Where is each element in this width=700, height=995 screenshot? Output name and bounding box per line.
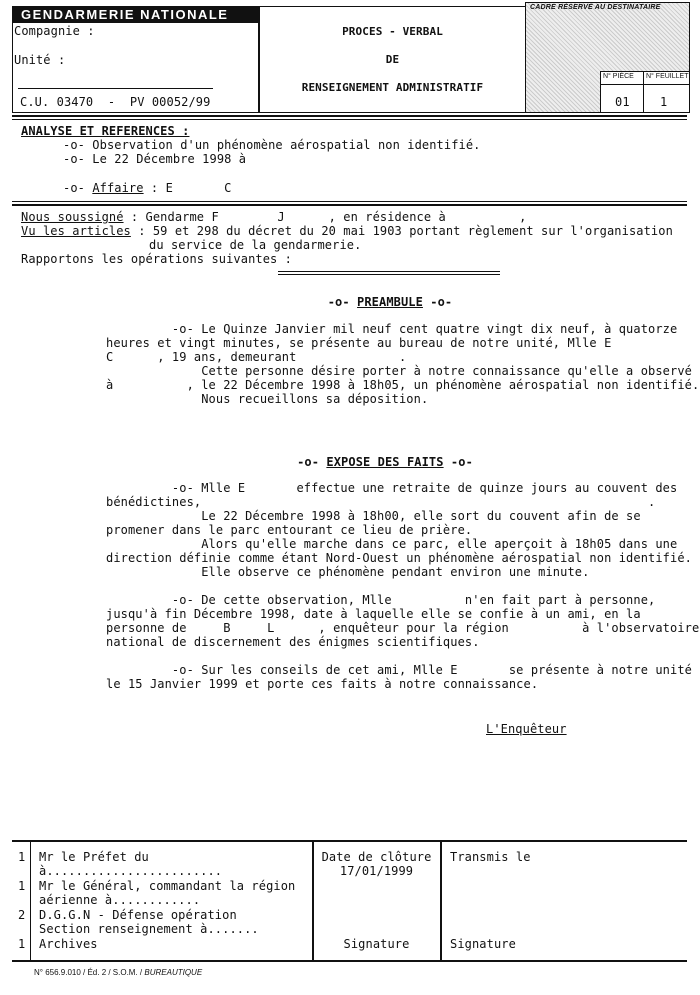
preambule-line-5: à , le 22 Décembre 1998 à 18h05, un phénomène aérospatial non identifié. — [106, 378, 700, 392]
footer-row-1: Mr le Préfet du — [39, 850, 149, 864]
cu-pv-number: C.U. 03470 - PV 00052/99 — [20, 95, 211, 109]
footer-num-5: 2 — [18, 908, 26, 922]
cadre-label: CADRE RÉSERVÉ AU DESTINATAIRE — [530, 4, 661, 11]
pv-title-1: PROCES - VERBAL — [342, 25, 443, 38]
form-ref-main: N° 656.9.010 / Éd. 2 / S.O.M. / — [34, 968, 143, 977]
nous-soussigne — [21, 210, 526, 224]
unite-label: Unité : — [14, 53, 66, 67]
expose-line-14: -o- Sur les conseils de cet ami, Mlle E se présente à notre unité — [106, 663, 692, 677]
expose-line-9: -o- De cette observation, Mlle n'en fait part à personne, — [106, 593, 656, 607]
piece-number: 01 — [615, 95, 630, 109]
analyse-line-1: -o- Observation d'un phénomène aérospatial non identifié. — [63, 138, 481, 152]
compagnie-label: Compagnie : — [14, 24, 95, 38]
expose-line-11: personne de B L , enquêteur pour la région à l'observatoire — [106, 621, 700, 635]
vu-label: Vu les articles — [21, 224, 131, 238]
expose-line-7: Elle observe ce phénomène pendant environ une minute. — [106, 565, 590, 579]
footer-row-6: Section renseignement à....... — [39, 922, 259, 936]
footer-num-3: 1 — [18, 879, 26, 893]
preambule-line-2: heures et vingt minutes, se présente au bureau de notre unité, Mlle E — [106, 336, 612, 350]
footer-num-7: 1 — [18, 937, 26, 951]
preambule-line-3: C , 19 ans, demeurant . — [106, 350, 407, 364]
expose-line-2: bénédictines, . — [106, 495, 656, 509]
preambule-line-6: Nous recueillons sa déposition. — [106, 392, 429, 406]
cloture-date: 17/01/1999 — [339, 864, 414, 878]
affaire-value: : E C — [143, 181, 232, 195]
pv-title-3: RENSEIGNEMENT ADMINISTRATIF — [301, 81, 484, 94]
expose-line-12: national de discernement des énigmes scientifiques. — [106, 635, 480, 649]
nous-label: Nous soussigné — [21, 210, 124, 224]
expose-line-10: jusqu'à fin Décembre 1998, date à laquelle elle se confie à un ami, en la — [106, 607, 641, 621]
analyse-heading: ANALYSE ET REFERENCES : — [21, 124, 190, 138]
footer-num-1: 1 — [18, 850, 26, 864]
affaire-prefix: -o- — [63, 181, 93, 195]
preambule-title: PREAMBULE — [357, 295, 423, 309]
enqueteur-signature: L'Enquêteur — [486, 722, 567, 736]
affaire-line — [63, 181, 232, 195]
footer-row-2: à........................ — [39, 864, 223, 878]
cloture-label: Date de clôture — [321, 850, 432, 864]
signature-1: Signature — [343, 937, 410, 951]
affaire-label: Affaire — [92, 181, 144, 195]
analyse-line-2: -o- Le 22 Décembre 1998 à — [63, 152, 247, 166]
footer-row-5: D.G.G.N - Défense opération — [39, 908, 237, 922]
nous-text: : Gendarme F J , en résidence à , — [123, 210, 527, 224]
expose-heading — [0, 455, 700, 469]
transmis-le: Transmis le — [450, 850, 531, 864]
expose-suffix: -o- — [443, 455, 473, 469]
preambule-line-4: Cette personne désire porter à notre connaissance qu'elle a observé — [106, 364, 692, 378]
feuillet-number: 1 — [660, 95, 668, 109]
expose-line-5: Alors qu'elle marche dans ce parc, elle aperçoit à 18h05 dans une — [106, 537, 678, 551]
vu-articles-2: du service de la gendarmerie. — [149, 238, 362, 252]
signature-2: Signature — [450, 937, 516, 951]
expose-title: EXPOSE DES FAITS — [326, 455, 444, 469]
preambule-heading — [0, 295, 700, 309]
footer-row-7: Archives — [39, 937, 98, 951]
footer-row-3: Mr le Général, commandant la région — [39, 879, 296, 893]
form-ref-italic: BUREAUTIQUE — [144, 968, 203, 977]
pv-title-2: DE — [385, 53, 400, 66]
form-reference — [34, 968, 202, 977]
expose-line-4: promener dans le parc entourant ce lieu de prière. — [106, 523, 473, 537]
vu-articles — [21, 224, 673, 238]
vu-text: : 59 et 298 du décret du 20 mai 1903 portant règlement sur l'organisation — [130, 224, 673, 238]
piece-label: N° PIÈCE — [603, 73, 634, 80]
expose-line-1: -o- Mlle E effectue une retraite de quinze jours au couvent des — [106, 481, 678, 495]
feuillet-label: N° FEUILLET — [646, 73, 689, 80]
preambule-line-1: -o- Le Quinze Janvier mil neuf cent quatre vingt dix neuf, à quatorze — [106, 322, 678, 336]
expose-line-3: Le 22 Décembre 1998 à 18h00, elle sort du couvent afin de se — [106, 509, 641, 523]
org-title: GENDARMERIE NATIONALE — [13, 7, 259, 23]
expose-line-6: direction définie comme étant Nord-Ouest un phénomène aérospatial non identifié. — [106, 551, 692, 565]
preambule-prefix: -o- — [327, 295, 358, 309]
expose-prefix: -o- — [297, 455, 327, 469]
footer-row-4: aérienne à............ — [39, 893, 201, 907]
preambule-suffix: -o- — [422, 295, 453, 309]
expose-line-15: le 15 Janvier 1999 et porte ces faits à notre connaissance. — [106, 677, 539, 691]
rapportons: Rapportons les opérations suivantes : — [21, 252, 293, 266]
